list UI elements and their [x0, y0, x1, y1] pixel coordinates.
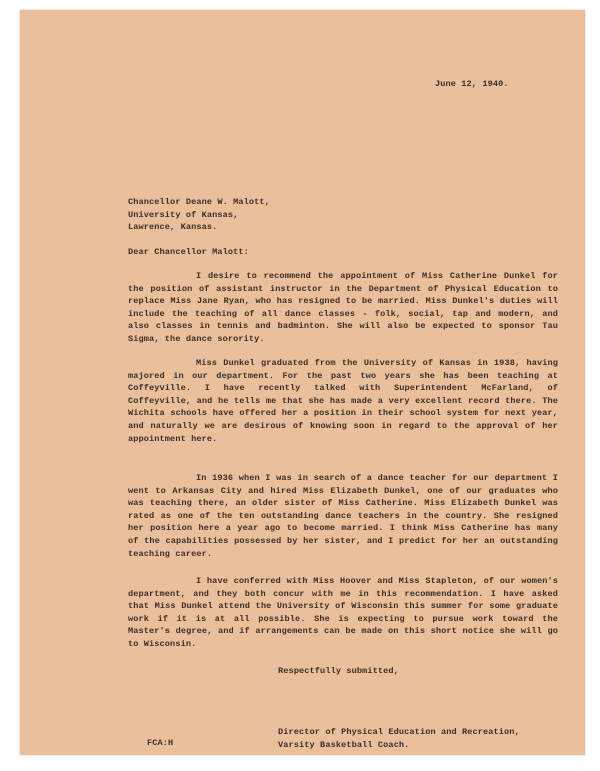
letter-date: June 12, 1940. — [435, 79, 509, 89]
letter-page — [20, 10, 585, 755]
signature-line: Director of Physical Education and Recreation, — [278, 727, 520, 737]
typist-initials: FCA:H — [147, 738, 174, 748]
body-paragraph: I have conferred with Miss Hoover and Miss Stapleton, of our women's department, and they both concur with me in this recommendation. I have asked that Miss Dunkel attend the University of Wisconsin this summer for some graduate work if it is at all possible. She is expecting to pursue work toward the Master's degree, and if arrangements can be made on this short notice she will go to Wisconsin. — [128, 576, 558, 649]
addressee-line: University of Kansas, — [128, 209, 239, 220]
body-paragraph: Miss Dunkel graduated from the University of Kansas in 1938, having majored in our department. For the past two years she has been teaching at Coffeyville. I have recently talked with Superintendent McFarland, of Coffeyville, and he tells me that she has made a very excellent record there. The Wichita schools have offered her a position in their school system for next year, and naturally we are desirous of knowing soon in regard to the approval of her appointment here. — [128, 358, 558, 444]
addressee-line: Lawrence, Kansas. — [128, 222, 218, 233]
body-paragraph: I desire to recommend the appointment of Miss Catherine Dunkel for the position of assistant instructor in the Department of Physical Education to replace Miss Jane Ryan, who has resigned to be married. Miss Dunkel's duties will include the teaching of all dance classes - folk, social, tap and modern, and also classes in tennis and badminton. She will also be expected to sponsor Tau Sigma, the dance sorority. — [128, 271, 558, 344]
addressee-line: Chancellor Deane W. Malott, — [128, 197, 270, 207]
signature-block — [278, 726, 520, 751]
body-paragraph: In 1936 when I was in search of a dance teacher for our department I went to Arkansas City and hired Miss Elizabeth Dunkel, one of our graduates who was teaching there, an older sister of Miss Catherine. Miss Elizabeth Dunkel was rated as one of the ten outstanding dance teachers in the country. She resigned her position here a year ago to become married. I think Miss Catherine has many of the capabilities possessed by her sister, and I predict for her an outstanding teaching career. — [128, 473, 558, 559]
closing: Respectfully submitted, — [278, 666, 399, 676]
salutation: Dear Chancellor Malott: — [128, 247, 249, 257]
addressee-block — [128, 196, 270, 234]
signature-line: Varsity Basketball Coach. — [278, 739, 410, 750]
